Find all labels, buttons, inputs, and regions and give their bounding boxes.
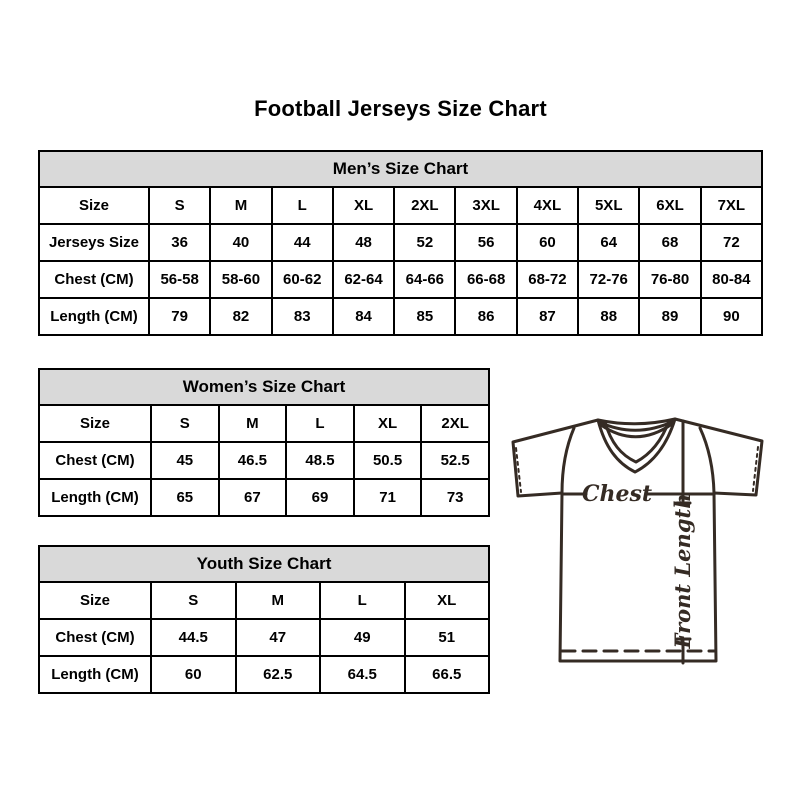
table-cell: 73 (421, 479, 489, 516)
table-cell: 60 (151, 656, 236, 693)
womens-table-title: Women’s Size Chart (39, 369, 489, 405)
row-header-cell: Length (CM) (39, 656, 151, 693)
table-cell: 87 (517, 298, 578, 335)
table-cell: 46.5 (219, 442, 287, 479)
table-cell: 4XL (517, 187, 578, 224)
table-cell: 60-62 (272, 261, 333, 298)
table-cell: XL (354, 405, 422, 442)
table-cell: 90 (701, 298, 762, 335)
row-header-cell: Size (39, 187, 149, 224)
table-row (39, 405, 489, 442)
table-cell: 60 (517, 224, 578, 261)
table-cell: 44.5 (151, 619, 236, 656)
table-cell: 67 (219, 479, 287, 516)
table-cell: 56 (455, 224, 516, 261)
table-row (39, 442, 489, 479)
table-cell: 79 (149, 298, 210, 335)
table-cell: L (272, 187, 333, 224)
table-row (39, 298, 762, 335)
row-header-cell: Chest (CM) (39, 619, 151, 656)
row-header-cell: Chest (CM) (39, 442, 151, 479)
table-cell: 48.5 (286, 442, 354, 479)
chest-label: Chest (581, 481, 653, 507)
row-header-cell: Chest (CM) (39, 261, 149, 298)
table-cell: M (236, 582, 321, 619)
table-cell: 85 (394, 298, 455, 335)
table-cell: 47 (236, 619, 321, 656)
table-cell: 50.5 (354, 442, 422, 479)
table-cell: 7XL (701, 187, 762, 224)
table-cell: 72 (701, 224, 762, 261)
table-cell: 69 (286, 479, 354, 516)
table-row (39, 187, 762, 224)
table-cell: 71 (354, 479, 422, 516)
table-row (39, 261, 762, 298)
page-title: Football Jerseys Size Chart (254, 96, 547, 121)
table-cell: 5XL (578, 187, 639, 224)
table-row (39, 582, 489, 619)
table-cell: 2XL (394, 187, 455, 224)
front-length-label: Front Length (670, 493, 695, 649)
table-cell: S (151, 582, 236, 619)
table-cell: 40 (210, 224, 271, 261)
table-cell: 68 (639, 224, 700, 261)
table-cell: 49 (320, 619, 405, 656)
table-cell: 44 (272, 224, 333, 261)
table-cell: 72-76 (578, 261, 639, 298)
table-cell: 84 (333, 298, 394, 335)
table-cell: 62.5 (236, 656, 321, 693)
jersey-diagram-svg (502, 411, 774, 673)
table-cell: 76-80 (639, 261, 700, 298)
table-cell: 83 (272, 298, 333, 335)
table-cell: 45 (151, 442, 219, 479)
youth-size-table (38, 545, 490, 694)
table-cell: 88 (578, 298, 639, 335)
table-cell: 3XL (455, 187, 516, 224)
table-cell: XL (333, 187, 394, 224)
table-cell: 80-84 (701, 261, 762, 298)
youth-table-title: Youth Size Chart (39, 546, 489, 582)
table-cell: 64 (578, 224, 639, 261)
womens-size-table (38, 368, 490, 517)
jersey-outline (513, 419, 762, 661)
table-cell: S (151, 405, 219, 442)
table-cell: 52 (394, 224, 455, 261)
table-title-row (39, 369, 489, 405)
jersey-armhole-right (700, 428, 714, 493)
row-header-cell: Size (39, 582, 151, 619)
table-cell: 82 (210, 298, 271, 335)
table-cell: 68-72 (517, 261, 578, 298)
table-cell: 58-60 (210, 261, 271, 298)
table-cell: 52.5 (421, 442, 489, 479)
row-header-cell: Jerseys Size (39, 224, 149, 261)
mens-table-title: Men’s Size Chart (39, 151, 762, 187)
table-cell: M (219, 405, 287, 442)
table-cell: L (286, 405, 354, 442)
table-cell: 51 (405, 619, 490, 656)
table-cell: 36 (149, 224, 210, 261)
table-cell: M (210, 187, 271, 224)
table-cell: 48 (333, 224, 394, 261)
table-row (39, 224, 762, 261)
row-header-cell: Length (CM) (39, 298, 149, 335)
row-header-cell: Size (39, 405, 151, 442)
table-cell: 89 (639, 298, 700, 335)
table-cell: 64-66 (394, 261, 455, 298)
table-cell: 65 (151, 479, 219, 516)
table-cell: 66-68 (455, 261, 516, 298)
table-cell: 6XL (639, 187, 700, 224)
table-cell: XL (405, 582, 490, 619)
table-title-row (39, 151, 762, 187)
mens-size-table (38, 150, 763, 336)
table-cell: 66.5 (405, 656, 490, 693)
table-row (39, 619, 489, 656)
table-cell: 86 (455, 298, 516, 335)
table-cell: 64.5 (320, 656, 405, 693)
table-cell: 2XL (421, 405, 489, 442)
table-cell: S (149, 187, 210, 224)
table-row (39, 479, 489, 516)
jersey-armhole-left (562, 428, 574, 493)
jersey-measurement-diagram (502, 411, 774, 673)
table-cell: L (320, 582, 405, 619)
table-row (39, 656, 489, 693)
row-header-cell: Length (CM) (39, 479, 151, 516)
table-cell: 62-64 (333, 261, 394, 298)
table-cell: 56-58 (149, 261, 210, 298)
table-title-row (39, 546, 489, 582)
